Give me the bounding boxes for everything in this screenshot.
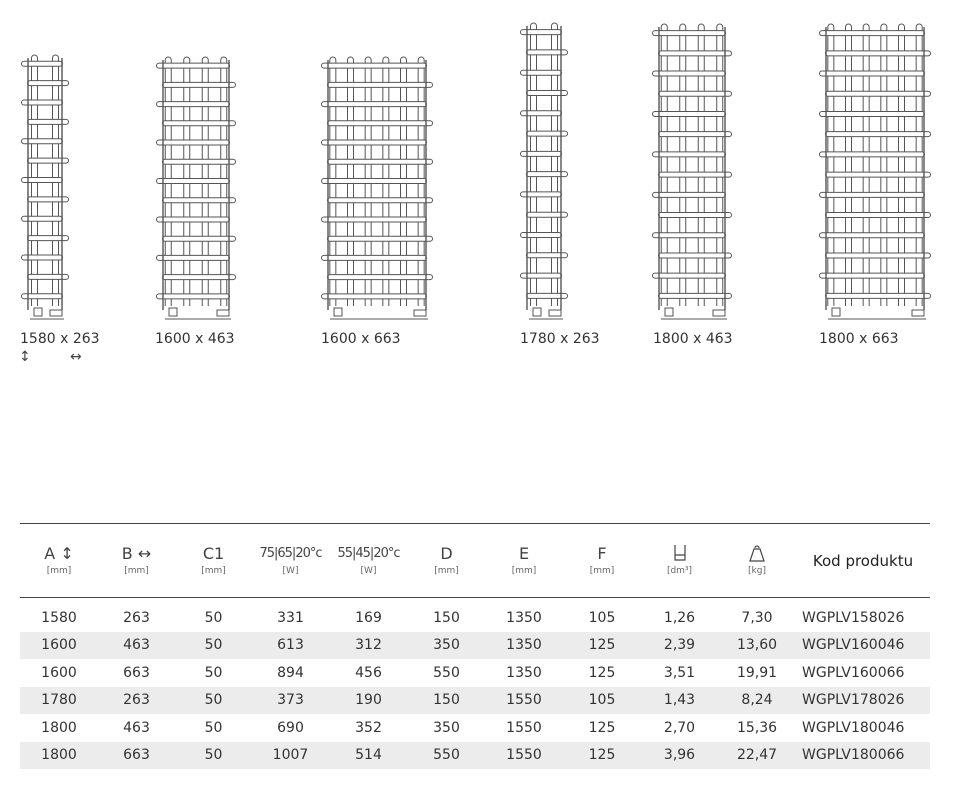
horizontal-tube xyxy=(322,63,427,68)
vertical-tube xyxy=(846,24,852,306)
cell-weight: 7,30 xyxy=(741,609,773,626)
water-volume-icon xyxy=(673,544,687,562)
cell-b: 663 xyxy=(123,664,150,681)
table-row xyxy=(20,659,930,687)
vertical-tube xyxy=(680,24,686,306)
vertical-tube xyxy=(552,23,558,306)
horizontal-tube xyxy=(826,51,931,56)
horizontal-tube xyxy=(322,255,427,260)
horizontal-tube xyxy=(820,152,925,157)
size-label-1780x263: 1780 x 263 xyxy=(520,331,600,347)
horizontal-tube xyxy=(826,293,931,298)
horizontal-tube xyxy=(653,152,726,157)
vertical-tube xyxy=(698,24,704,306)
cell-weight: 15,36 xyxy=(736,719,778,736)
horizontal-tube xyxy=(328,82,433,87)
cell-w75: 1007 xyxy=(252,742,329,770)
horizontal-tube xyxy=(322,102,427,107)
horizontal-tube xyxy=(328,198,433,203)
header-output-55-45-20: 55|45|20°c [W] xyxy=(337,545,400,576)
table-row xyxy=(20,632,930,660)
cell-b: 263 xyxy=(123,609,150,626)
header-f: F [mm] xyxy=(589,543,615,576)
horizontal-tube xyxy=(322,179,427,184)
horizontal-tube xyxy=(163,198,236,203)
horizontal-tube xyxy=(163,159,236,164)
horizontal-tube xyxy=(157,294,230,299)
cell-e: 1550 xyxy=(485,687,563,715)
horizontal-tube xyxy=(820,192,925,197)
horizontal-tube xyxy=(826,91,931,96)
valve xyxy=(549,310,561,316)
valve xyxy=(832,308,840,316)
valve xyxy=(533,308,541,316)
radiator-1800x663 xyxy=(818,15,932,322)
horizontal-tube xyxy=(328,275,433,280)
table-row xyxy=(20,742,930,770)
horizontal-tube xyxy=(820,233,925,238)
cell-w75: 613 xyxy=(252,632,329,660)
header-c1: C1 [mm] xyxy=(201,543,226,576)
cell-w55: 514 xyxy=(329,742,408,770)
cell-a: 1800 xyxy=(20,742,98,770)
horizontal-tube xyxy=(157,102,230,107)
horizontal-tube xyxy=(322,294,427,299)
radiator-1800x463 xyxy=(651,15,733,322)
horizontal-tube xyxy=(820,111,925,116)
cell-a: 1600 xyxy=(20,632,98,660)
vertical-tube xyxy=(863,24,869,306)
vertical-tube xyxy=(899,24,905,306)
cell-weight: 19,91 xyxy=(736,664,778,681)
cell-c1: 50 xyxy=(204,719,223,736)
cell-volume: 3,51 xyxy=(663,664,696,681)
radiator-1600x663 xyxy=(320,48,434,322)
table-row xyxy=(20,687,930,715)
cell-d: 350 xyxy=(433,719,460,736)
radiator-1600x463-drawing xyxy=(155,48,237,322)
size-label-1800x663: 1800 x 663 xyxy=(819,331,899,347)
cell-a: 1600 xyxy=(41,664,77,681)
horizontal-tube xyxy=(826,172,931,177)
horizontal-tube xyxy=(653,71,726,76)
cell-w75: 331 xyxy=(277,609,304,626)
cell-a: 1780 xyxy=(20,687,98,715)
horizontal-tube xyxy=(328,236,433,241)
cell-c1: 50 xyxy=(175,687,252,715)
cell-c1: 50 xyxy=(204,609,223,626)
cell-f: 125 xyxy=(588,719,616,736)
vertical-tube xyxy=(717,24,723,306)
cell-w75: 894 xyxy=(277,664,304,681)
horizontal-tube xyxy=(157,63,230,68)
radiator-1800x463-drawing xyxy=(651,15,733,322)
valve xyxy=(334,308,342,316)
cell-w75: 690 xyxy=(277,719,304,736)
horizontal-tube xyxy=(653,273,726,278)
cell-f: 125 xyxy=(563,742,641,770)
height-arrow-icon: ↕ xyxy=(19,349,31,365)
valve xyxy=(50,310,62,316)
cell-e: 1550 xyxy=(506,719,542,736)
cell-weight: 13,60 xyxy=(718,632,796,660)
width-arrow-icon: ↔ xyxy=(70,349,82,365)
horizontal-tube xyxy=(826,213,931,218)
header-product-code: Kod produktu xyxy=(812,552,914,570)
header-e: E [mm] xyxy=(511,543,537,576)
cell-d: 550 xyxy=(408,742,485,770)
cell-b: 463 xyxy=(98,632,175,660)
horizontal-tube xyxy=(157,179,230,184)
cell-volume: 2,70 xyxy=(663,719,696,736)
table-row xyxy=(20,598,930,632)
horizontal-tube xyxy=(653,31,726,36)
horizontal-tube xyxy=(328,121,433,126)
horizontal-tube xyxy=(659,213,732,218)
horizontal-tube xyxy=(659,91,732,96)
horizontal-tube xyxy=(322,140,427,145)
horizontal-tube xyxy=(826,132,931,137)
vertical-tube xyxy=(916,24,922,306)
cell-code: WGPLV160046 xyxy=(796,632,930,660)
cell-w55: 169 xyxy=(355,609,382,626)
cell-c1: 50 xyxy=(204,664,223,681)
valve xyxy=(665,308,673,316)
cell-volume: 1,43 xyxy=(641,687,718,715)
cell-w75: 373 xyxy=(252,687,329,715)
cell-d: 350 xyxy=(408,632,485,660)
header-water-volume: [dm³] xyxy=(641,524,718,598)
spec-table xyxy=(20,523,930,769)
vertical-tube xyxy=(881,24,887,306)
cell-d: 550 xyxy=(433,664,460,681)
cell-b: 263 xyxy=(98,687,175,715)
cell-b: 663 xyxy=(98,742,175,770)
cell-code: WGPLV158026 xyxy=(802,609,905,626)
horizontal-tube xyxy=(653,233,726,238)
valve xyxy=(414,310,426,316)
horizontal-tube xyxy=(653,111,726,116)
cell-code: WGPLV178026 xyxy=(796,687,930,715)
radiator-1580x263 xyxy=(20,46,70,322)
size-label-1800x463: 1800 x 463 xyxy=(653,331,733,347)
cell-f: 125 xyxy=(563,632,641,660)
horizontal-tube xyxy=(659,51,732,56)
cell-w55: 190 xyxy=(329,687,408,715)
horizontal-tube xyxy=(163,275,236,280)
cell-w55: 456 xyxy=(355,664,382,681)
horizontal-tube xyxy=(659,293,732,298)
size-label-1600x663: 1600 x 663 xyxy=(321,331,401,347)
horizontal-tube xyxy=(157,255,230,260)
horizontal-tube xyxy=(820,71,925,76)
cell-d: 150 xyxy=(408,687,485,715)
horizontal-tube xyxy=(328,159,433,164)
header-d: D [mm] xyxy=(434,543,459,576)
horizontal-tube xyxy=(157,140,230,145)
cell-w55: 352 xyxy=(355,719,382,736)
cell-c1: 50 xyxy=(175,632,252,660)
valve xyxy=(912,310,924,316)
cell-b: 463 xyxy=(123,719,150,736)
cell-a: 1580 xyxy=(41,609,77,626)
radiator-1800x663-drawing xyxy=(818,15,932,322)
valve xyxy=(34,308,42,316)
radiator-1780x263-drawing xyxy=(519,14,569,322)
cell-e: 1350 xyxy=(485,632,563,660)
horizontal-tube xyxy=(659,172,732,177)
cell-volume: 3,96 xyxy=(641,742,718,770)
radiator-1600x663-drawing xyxy=(320,48,434,322)
header-b: B ↔ [mm] xyxy=(121,543,152,576)
size-label-1600x463: 1600 x 463 xyxy=(155,331,235,347)
table-row xyxy=(20,714,930,742)
horizontal-tube xyxy=(820,31,925,36)
cell-f: 125 xyxy=(588,664,616,681)
horizontal-tube xyxy=(157,217,230,222)
vertical-tube xyxy=(531,23,537,306)
header-weight: [kg] xyxy=(718,524,796,598)
cell-e: 1350 xyxy=(506,609,542,626)
radiator-1580x263-drawing xyxy=(20,46,70,322)
cell-weight: 22,47 xyxy=(718,742,796,770)
horizontal-tube xyxy=(820,273,925,278)
cell-volume: 2,39 xyxy=(641,632,718,660)
cell-f: 105 xyxy=(563,687,641,715)
vertical-tube xyxy=(661,24,667,306)
header-a: A ↕ [mm] xyxy=(44,543,74,576)
horizontal-tube xyxy=(322,217,427,222)
size-label-1580x263: 1580 x 263 xyxy=(20,331,100,347)
vertical-tube xyxy=(828,24,834,306)
valve xyxy=(217,310,229,316)
horizontal-tube xyxy=(659,253,732,258)
cell-c1: 50 xyxy=(175,742,252,770)
cell-code: WGPLV180046 xyxy=(802,719,905,736)
cell-volume: 1,26 xyxy=(663,609,696,626)
cell-a: 1800 xyxy=(41,719,77,736)
valve xyxy=(169,308,177,316)
cell-w55: 312 xyxy=(329,632,408,660)
horizontal-tube xyxy=(826,253,931,258)
cell-e: 1550 xyxy=(485,742,563,770)
cell-f: 105 xyxy=(588,609,616,626)
horizontal-tube xyxy=(659,132,732,137)
radiator-1780x263 xyxy=(519,14,569,322)
weight-icon xyxy=(749,544,765,562)
cell-code: WGPLV160066 xyxy=(802,664,905,681)
cell-code: WGPLV180066 xyxy=(796,742,930,770)
horizontal-tube xyxy=(163,236,236,241)
horizontal-tube xyxy=(163,121,236,126)
horizontal-tube xyxy=(163,82,236,87)
table-header-row xyxy=(20,524,930,598)
cell-weight: 8,24 xyxy=(718,687,796,715)
header-output-75-65-20: 75|65|20°c [W] xyxy=(259,545,322,576)
valve xyxy=(713,310,725,316)
cell-e: 1350 xyxy=(506,664,542,681)
horizontal-tube xyxy=(653,192,726,197)
cell-d: 150 xyxy=(433,609,460,626)
radiator-1600x463 xyxy=(155,48,237,322)
